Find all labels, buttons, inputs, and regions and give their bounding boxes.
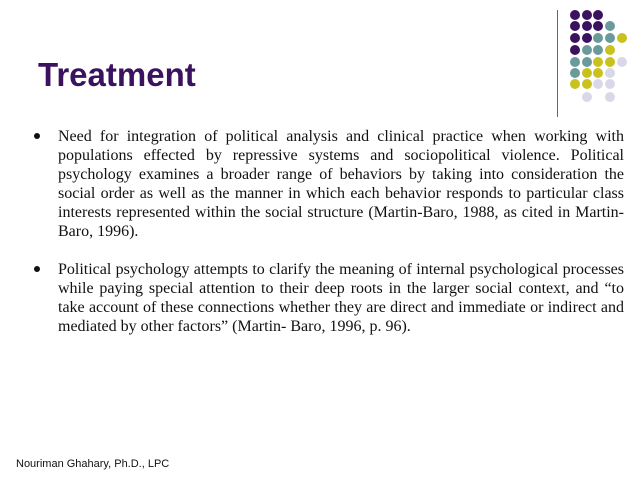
decorative-dot [593,45,603,55]
decorative-dot [570,45,580,55]
decorative-dot [582,68,592,78]
decorative-dot [582,79,592,89]
decorative-dot [570,68,580,78]
decorative-dot [593,79,603,89]
decorative-dot [582,92,592,102]
decorative-dot [605,33,615,43]
decorative-dot [605,68,615,78]
decorative-dot [605,92,615,102]
bullet-icon [34,266,40,272]
bullet-text: Political psychology attempts to clarify the meaning of internal psychological processes while paying special attention to their deep roots in the larger social context, and “to take account of these connections whether they are direct and immediate or indirect and mediated by other factors” (Martin- Baro, 1996, p. 96). [58,261,624,335]
divider-line [557,10,558,117]
bullet-text: Need for integration of political analysis and clinical practice when working with populations effected by repressive systems and sociopolitical violence. Political psychology examines a broader range of behaviors by taking into consideration the social order as well as the manner in which each behavior responds to particular class interests represented within the social structure (Martin-Baro, 1988, as cited in Martin- Baro, 1996). [58,128,624,240]
decorative-dot [605,21,615,31]
decorative-dot [582,45,592,55]
decorative-dot [593,68,603,78]
slide-title: Treatment [38,56,196,93]
decorative-dot [605,57,615,67]
decorative-dot [605,45,615,55]
decorative-dot [593,10,603,20]
decorative-dot [570,21,580,31]
decorative-dot [570,10,580,20]
decorative-dot [570,79,580,89]
bullet-list [34,127,624,355]
bullet-icon [34,133,40,139]
decorative-dot [605,79,615,89]
decorative-dot [570,57,580,67]
bullet-item [34,127,624,241]
decorative-dot [570,33,580,43]
decorative-dot [617,33,627,43]
decorative-dot [593,57,603,67]
decorative-dot [593,21,603,31]
decorative-dot [582,33,592,43]
bullet-item [34,260,624,336]
decorative-dot [582,57,592,67]
decorative-dot [582,21,592,31]
decorative-dot [593,33,603,43]
decorative-dot [617,57,627,67]
footer-author: Nouriman Ghahary, Ph.D., LPC [16,458,170,470]
decorative-dot [582,10,592,20]
